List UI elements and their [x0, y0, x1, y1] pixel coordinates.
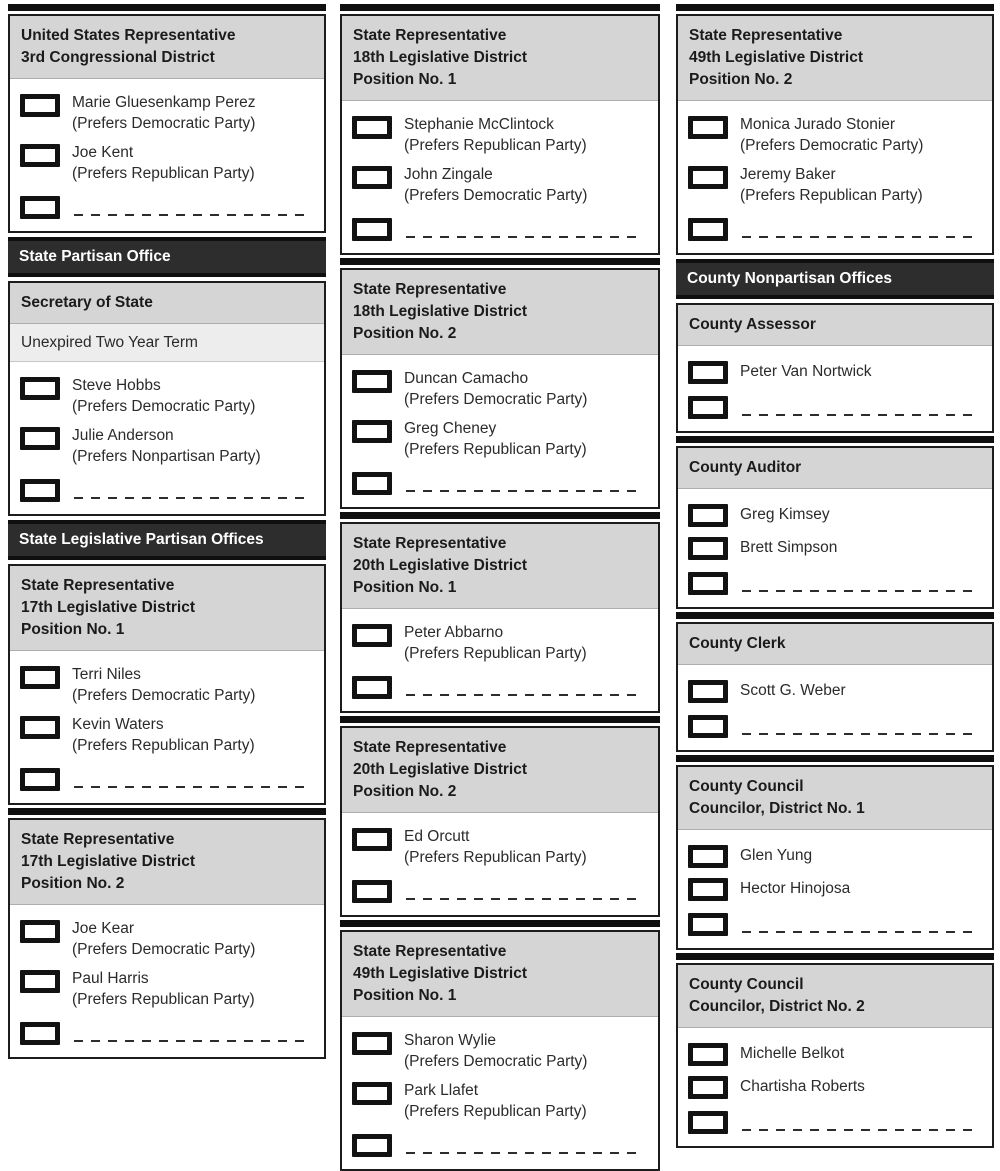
write-in-checkbox[interactable] [352, 1134, 392, 1157]
contest-office-title: Position No. 2 [353, 783, 457, 800]
ballot-checkbox[interactable] [352, 1082, 392, 1105]
candidate-name: Stephanie McClintock [404, 116, 554, 133]
candidate-name: Chartisha Roberts [740, 1078, 865, 1095]
contest-box [676, 765, 994, 950]
write-in-line[interactable] [406, 1152, 640, 1154]
candidate-party: (Prefers Democratic Party) [740, 137, 924, 154]
contest-body [10, 79, 324, 231]
contest-box [676, 303, 994, 433]
candidate-option [20, 425, 314, 467]
contest-body [678, 101, 992, 253]
write-in-line[interactable] [742, 590, 974, 592]
candidate-option [352, 826, 648, 868]
candidate-info [404, 164, 587, 206]
candidate-name: Glen Yung [740, 847, 813, 864]
candidate-name: John Zingale [404, 166, 493, 183]
candidate-option [688, 876, 982, 901]
ballot-checkbox[interactable] [352, 420, 392, 443]
contest-office-title: Position No. 2 [689, 71, 793, 88]
candidate-option [688, 1041, 982, 1066]
candidate-name: Sharon Wylie [404, 1032, 497, 1049]
candidate-option [352, 368, 648, 410]
contest-office-title: Position No. 2 [353, 325, 457, 342]
contest-separator [676, 755, 994, 762]
contest-office-title: State Representative [353, 739, 507, 756]
contest-office-title: Councilor, District No. 2 [689, 998, 865, 1015]
candidate-name: Kevin Waters [72, 716, 164, 733]
ballot-checkbox[interactable] [688, 1043, 728, 1066]
write-in-line[interactable] [742, 414, 974, 416]
contest-box [340, 14, 660, 255]
ballot-checkbox[interactable] [688, 361, 728, 384]
contest-office-title: Position No. 1 [353, 987, 457, 1004]
ballot-checkbox[interactable] [20, 970, 60, 993]
contest-box [340, 930, 660, 1171]
candidate-info [72, 92, 256, 134]
write-in-line[interactable] [74, 214, 306, 216]
contest-separator [340, 258, 660, 265]
candidate-option [688, 678, 982, 703]
write-in-option [688, 713, 982, 738]
write-in-line[interactable] [406, 236, 640, 238]
candidate-option [688, 1074, 982, 1099]
ballot-checkbox[interactable] [352, 166, 392, 189]
candidate-info [72, 425, 261, 467]
contest-header [10, 820, 324, 905]
ballot-checkbox[interactable] [688, 504, 728, 527]
candidate-name: Greg Kimsey [740, 506, 830, 523]
contest-separator [8, 808, 326, 815]
write-in-checkbox[interactable] [352, 472, 392, 495]
contest-box [8, 14, 326, 233]
candidate-info [404, 1030, 587, 1072]
candidate-option [20, 92, 314, 134]
contest-header [678, 965, 992, 1028]
candidate-option [20, 664, 314, 706]
candidate-info [740, 537, 837, 558]
contest-office-title: 3rd Congressional District [21, 49, 215, 66]
candidate-name: Peter Abbarno [404, 624, 504, 641]
candidate-info [740, 361, 872, 382]
candidate-info [72, 375, 255, 417]
candidate-name: Joe Kear [72, 920, 135, 937]
contest-office-title: State Representative [353, 535, 507, 552]
candidate-name: Paul Harris [72, 970, 149, 987]
contest-body [342, 355, 658, 507]
write-in-line[interactable] [742, 1129, 974, 1131]
candidate-party: (Prefers Republican Party) [740, 187, 923, 204]
candidate-party: (Prefers Republican Party) [72, 991, 255, 1008]
candidate-name: Hector Hinojosa [740, 880, 851, 897]
ballot-checkbox[interactable] [20, 920, 60, 943]
candidate-party: (Prefers Democratic Party) [72, 941, 256, 958]
candidate-party: (Prefers Republican Party) [404, 645, 587, 662]
candidate-info [740, 114, 923, 156]
candidate-info [72, 664, 255, 706]
ballot-checkbox[interactable] [352, 1032, 392, 1055]
column-top-bar [676, 4, 994, 11]
contest-box [340, 522, 660, 713]
candidate-name: Jeremy Baker [740, 166, 836, 183]
contest-office-title: 49th Legislative District [689, 49, 864, 66]
column-top-bar [8, 4, 326, 11]
contest-body [10, 362, 324, 514]
write-in-option [20, 766, 314, 791]
write-in-line[interactable] [742, 733, 974, 735]
candidate-option [20, 918, 314, 960]
candidate-option [20, 714, 314, 756]
candidate-option [688, 359, 982, 384]
contest-separator [340, 716, 660, 723]
contest-separator [676, 612, 994, 619]
write-in-checkbox[interactable] [352, 880, 392, 903]
contest-office-title: County Council [689, 976, 804, 993]
candidate-info [404, 418, 587, 460]
contest-box [676, 446, 994, 609]
ballot-checkbox[interactable] [688, 680, 728, 703]
candidate-party: (Prefers Democratic Party) [72, 115, 256, 132]
contest-header [10, 566, 324, 651]
contest-office-title: 18th Legislative District [353, 49, 528, 66]
candidate-info [740, 680, 846, 701]
contest-office-title: State Representative [689, 27, 843, 44]
contest-office-title: County Clerk [689, 635, 786, 652]
candidate-option [688, 502, 982, 527]
candidate-name: Greg Cheney [404, 420, 497, 437]
candidate-option [352, 418, 648, 460]
ballot-checkbox[interactable] [688, 845, 728, 868]
write-in-line[interactable] [74, 1040, 306, 1042]
ballot-checkbox[interactable] [688, 1076, 728, 1099]
write-in-option [20, 194, 314, 219]
ballot-checkbox[interactable] [20, 666, 60, 689]
write-in-option [352, 878, 648, 903]
candidate-name: Julie Anderson [72, 427, 174, 444]
candidate-option [688, 843, 982, 868]
candidate-option [688, 114, 982, 156]
ballot-checkbox[interactable] [20, 94, 60, 117]
write-in-line[interactable] [406, 694, 640, 696]
contest-office-title: 17th Legislative District [21, 853, 196, 870]
write-in-checkbox[interactable] [20, 479, 60, 502]
ballot-column-right [676, 4, 994, 1148]
contest-separator [676, 436, 994, 443]
write-in-option [352, 470, 648, 495]
contest-header [342, 932, 658, 1017]
contest-office-title: State Representative [21, 831, 175, 848]
contest-header [342, 16, 658, 101]
write-in-line[interactable] [406, 898, 640, 900]
contest-body [678, 489, 992, 607]
candidate-name: Steve Hobbs [72, 377, 161, 394]
ballot-column-middle [340, 4, 660, 1171]
ballot-checkbox[interactable] [352, 370, 392, 393]
contest-separator [340, 920, 660, 927]
contest-body [678, 1028, 992, 1146]
contest-office-title: County Assessor [689, 316, 816, 333]
candidate-option [352, 1030, 648, 1072]
candidate-option [352, 164, 648, 206]
contest-office-title: County Auditor [689, 459, 802, 476]
write-in-checkbox[interactable] [352, 676, 392, 699]
ballot-checkbox[interactable] [20, 716, 60, 739]
candidate-option [20, 142, 314, 184]
contest-header [678, 624, 992, 665]
candidate-info [740, 1076, 865, 1097]
contest-body [678, 830, 992, 948]
contest-office-title: Position No. 1 [353, 71, 457, 88]
candidate-party: (Prefers Democratic Party) [404, 391, 588, 408]
contest-header [678, 305, 992, 346]
candidate-party: (Prefers Democratic Party) [404, 187, 588, 204]
contest-header [678, 767, 992, 830]
candidate-name: Michelle Belkot [740, 1045, 845, 1062]
candidate-name: Ed Orcutt [404, 828, 470, 845]
contest-body [10, 651, 324, 803]
contest-office-title: Secretary of State [21, 294, 153, 311]
candidate-party: (Prefers Republican Party) [404, 1103, 587, 1120]
candidate-option [688, 164, 982, 206]
contest-body [10, 905, 324, 1057]
ballot-checkbox[interactable] [20, 377, 60, 400]
write-in-line[interactable] [742, 236, 974, 238]
contest-box [340, 726, 660, 917]
contest-header [342, 728, 658, 813]
contest-body [678, 346, 992, 431]
candidate-option [20, 375, 314, 417]
contest-office-title: Position No. 1 [353, 579, 457, 596]
write-in-option [352, 1132, 648, 1157]
write-in-option [688, 911, 982, 936]
candidate-party: (Prefers Republican Party) [404, 137, 587, 154]
candidate-option [352, 1080, 648, 1122]
write-in-line[interactable] [742, 931, 974, 933]
section-header: State Partisan Office [8, 237, 326, 277]
contest-office-title: State Representative [353, 281, 507, 298]
candidate-info [740, 1043, 844, 1064]
contest-office-title: United States Representative [21, 27, 236, 44]
contest-box [676, 622, 994, 752]
contest-header [10, 283, 324, 324]
candidate-name: Terri Niles [72, 666, 141, 683]
write-in-option [688, 570, 982, 595]
write-in-checkbox[interactable] [688, 396, 728, 419]
contest-box [340, 268, 660, 509]
candidate-info [404, 1080, 587, 1122]
contest-office-title: 20th Legislative District [353, 557, 528, 574]
write-in-checkbox[interactable] [20, 1022, 60, 1045]
contest-box [8, 564, 326, 805]
contest-body [342, 609, 658, 711]
candidate-party: (Prefers Nonpartisan Party) [72, 448, 261, 465]
contest-office-title: Position No. 2 [21, 875, 125, 892]
write-in-checkbox[interactable] [352, 218, 392, 241]
write-in-line[interactable] [74, 497, 306, 499]
contest-office-title: 49th Legislative District [353, 965, 528, 982]
write-in-checkbox[interactable] [20, 196, 60, 219]
contest-box [676, 14, 994, 255]
ballot-checkbox[interactable] [352, 116, 392, 139]
contest-office-title: State Representative [21, 577, 175, 594]
write-in-option [20, 477, 314, 502]
candidate-name: Duncan Camacho [404, 370, 529, 387]
ballot-checkbox[interactable] [688, 537, 728, 560]
write-in-option [688, 1109, 982, 1134]
contest-body [342, 1017, 658, 1169]
candidate-party: (Prefers Democratic Party) [72, 687, 256, 704]
ballot-checkbox[interactable] [20, 144, 60, 167]
ballot-checkbox[interactable] [20, 427, 60, 450]
candidate-option [352, 622, 648, 664]
ballot-checkbox[interactable] [688, 166, 728, 189]
candidate-party: (Prefers Republican Party) [72, 737, 255, 754]
candidate-option [688, 535, 982, 560]
candidate-party: (Prefers Democratic Party) [404, 1053, 588, 1070]
write-in-checkbox[interactable] [688, 218, 728, 241]
write-in-checkbox[interactable] [688, 913, 728, 936]
contest-office-title: 18th Legislative District [353, 303, 528, 320]
contest-office-title: Position No. 1 [21, 621, 125, 638]
contest-office-title: State Representative [353, 27, 507, 44]
write-in-option [688, 216, 982, 241]
contest-body [342, 101, 658, 253]
write-in-checkbox[interactable] [688, 1111, 728, 1134]
contest-header [678, 16, 992, 101]
contest-separator [340, 512, 660, 519]
candidate-name: Marie Gluesenkamp Perez [72, 94, 256, 111]
candidate-party: (Prefers Republican Party) [404, 849, 587, 866]
candidate-name: Monica Jurado Stonier [740, 116, 896, 133]
candidate-name: Joe Kent [72, 144, 134, 161]
candidate-name: Park Llafet [404, 1082, 479, 1099]
candidate-info [740, 504, 830, 525]
contest-header [342, 524, 658, 609]
contest-box [8, 281, 326, 516]
candidate-info [740, 878, 850, 899]
ballot-checkbox[interactable] [352, 828, 392, 851]
contest-body [678, 665, 992, 750]
contest-box [676, 963, 994, 1148]
candidate-info [404, 826, 587, 868]
candidate-info [740, 164, 923, 206]
write-in-checkbox[interactable] [688, 715, 728, 738]
write-in-checkbox[interactable] [20, 768, 60, 791]
section-header: State Legislative Partisan Offices [8, 520, 326, 560]
write-in-option [352, 674, 648, 699]
candidate-option [20, 968, 314, 1010]
write-in-checkbox[interactable] [688, 572, 728, 595]
contest-header [10, 16, 324, 79]
contest-separator [676, 953, 994, 960]
contest-term-subtitle: Unexpired Two Year Term [10, 324, 324, 362]
ballot-checkbox[interactable] [352, 624, 392, 647]
candidate-option [352, 114, 648, 156]
candidate-info [72, 918, 255, 960]
contest-office-title: 17th Legislative District [21, 599, 196, 616]
contest-body [342, 813, 658, 915]
contest-header [342, 270, 658, 355]
candidate-info [72, 968, 255, 1010]
write-in-line[interactable] [406, 490, 640, 492]
ballot-column-left [8, 4, 326, 1059]
ballot-checkbox[interactable] [688, 878, 728, 901]
write-in-option [352, 216, 648, 241]
candidate-info [404, 114, 587, 156]
column-top-bar [340, 4, 660, 11]
candidate-party: (Prefers Democratic Party) [72, 398, 256, 415]
candidate-name: Scott G. Weber [740, 682, 846, 699]
candidate-info [404, 622, 587, 664]
candidate-info [72, 142, 255, 184]
write-in-line[interactable] [74, 786, 306, 788]
candidate-info [740, 845, 812, 866]
write-in-option [688, 394, 982, 419]
contest-box [8, 818, 326, 1059]
contest-office-title: County Council [689, 778, 804, 795]
candidate-info [404, 368, 587, 410]
candidate-party: (Prefers Republican Party) [72, 165, 255, 182]
contest-office-title: Councilor, District No. 1 [689, 800, 865, 817]
candidate-name: Brett Simpson [740, 539, 838, 556]
candidate-name: Peter Van Nortwick [740, 363, 872, 380]
contest-header [678, 448, 992, 489]
candidate-party: (Prefers Republican Party) [404, 441, 587, 458]
candidate-info [72, 714, 255, 756]
contest-office-title: State Representative [353, 943, 507, 960]
contest-office-title: 20th Legislative District [353, 761, 528, 778]
write-in-option [20, 1020, 314, 1045]
ballot-checkbox[interactable] [688, 116, 728, 139]
section-header: County Nonpartisan Offices [676, 259, 994, 299]
